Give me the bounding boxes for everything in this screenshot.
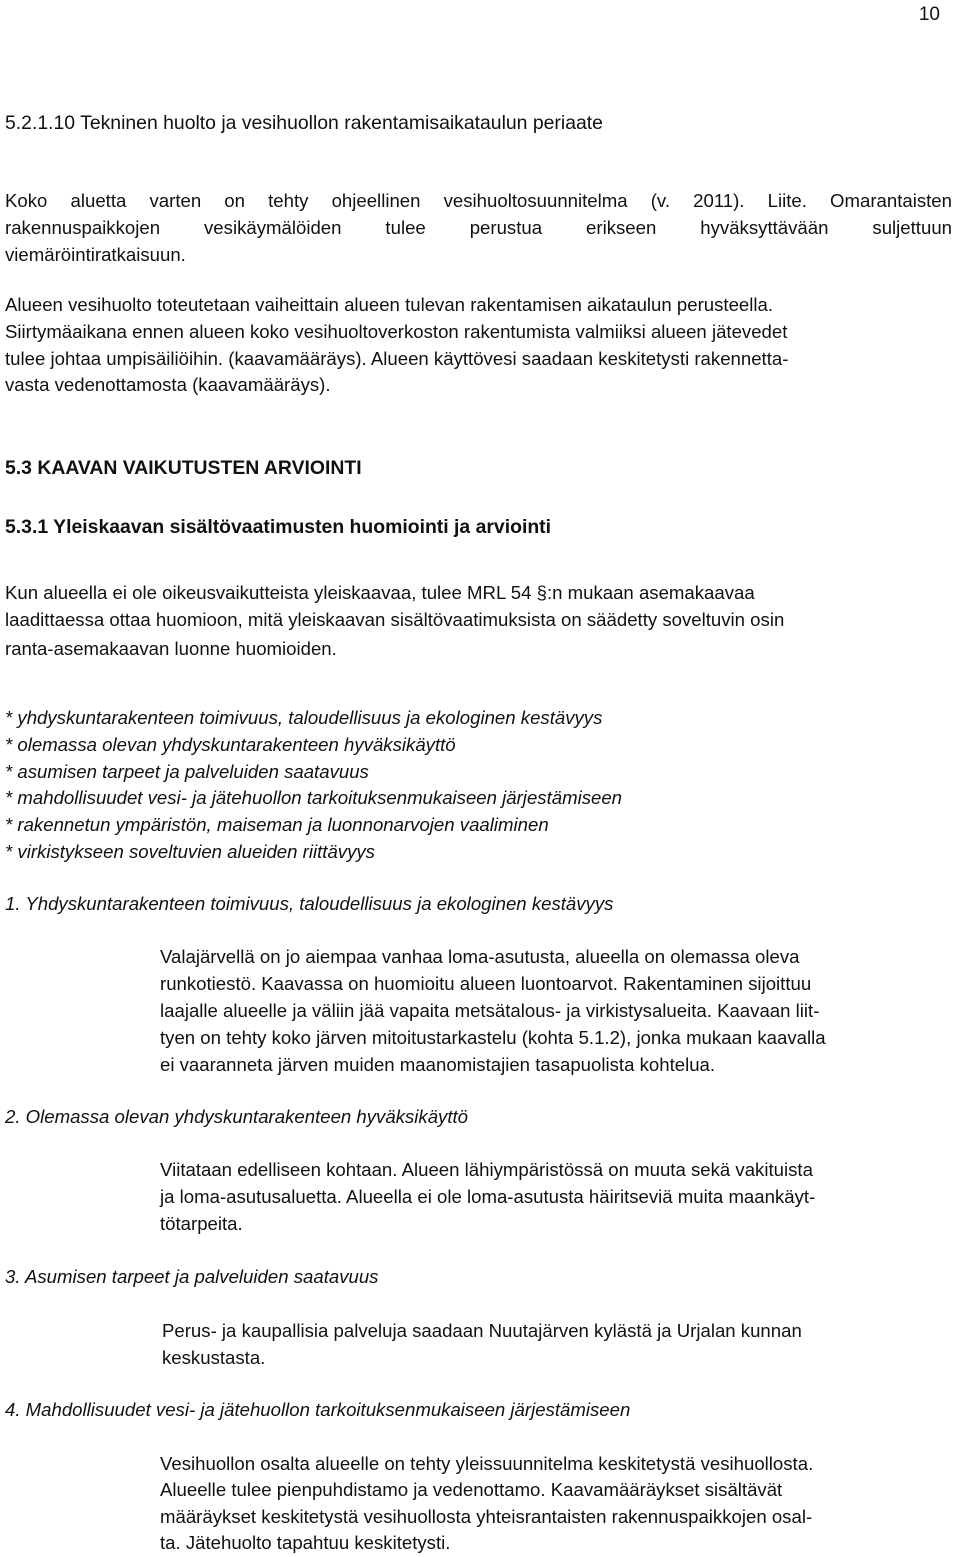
item-text-line: ta. Jätehuolto tapahtuu keskitetysti.	[160, 1532, 451, 1553]
requirement-item: * mahdollisuudet vesi- ja jätehuollon tarkoituksenmukaiseen järjestämiseen	[5, 787, 623, 808]
paragraph-line: Alueen vesihuolto toteutetaan vaiheittain alueen tulevan rakentamisen aikataulun perusteella.	[5, 294, 774, 315]
item-text-line: ja loma-asutusaluetta. Alueella ei ole loma-asutusta häiritseviä muita maankäyt-	[160, 1186, 816, 1207]
item-text-line: Perus- ja kaupallisia palveluja saadaan Nuutajärven kylästä ja Urjalan kunnan	[162, 1320, 802, 1341]
paragraph-line: ranta-asemakaavan luonne huomioiden.	[5, 638, 337, 659]
item-title-4: 4. Mahdollisuudet vesi- ja jätehuollon tarkoituksenmukaiseen järjestämiseen	[5, 1399, 631, 1420]
item-text-line: määräykset keskitetystä vesihuollosta yhteisrantaisten rakennuspaikkojen osal-	[160, 1506, 813, 1527]
page-number: 10	[918, 4, 940, 25]
item-text-line: tyen on tehty koko järven mitoitustarkastelu (kohta 5.1.2), jonka mukaan kaavalla	[160, 1027, 826, 1048]
paragraph-line: Siirtymäaikana ennen alueen koko vesihuoltoverkoston rakentumista valmiiksi alueen jätevedet	[5, 321, 788, 342]
requirement-item: * yhdyskuntarakenteen toimivuus, taloudellisuus ja ekologinen kestävyys	[5, 707, 603, 728]
item-text-line: runkotiestö. Kaavassa on huomioitu alueen luontoarvot. Rakentaminen sijoittuu	[160, 973, 812, 994]
item-text-line: Alueelle tulee pienpuhdistamo ja vedenottamo. Kaavamääräykset sisältävät	[160, 1479, 783, 1500]
section-heading-5-3: 5.3 KAAVAN VAIKUTUSTEN ARVIOINTI	[5, 457, 362, 479]
paragraph-line: Koko aluetta varten on tehty ohjeellinen vesihuoltosuunnitelma (v. 2011). Liite. Omarantaisten	[5, 190, 952, 211]
paragraph-line: Kun alueella ei ole oikeusvaikutteista yleiskaavaa, tulee MRL 54 §:n mukaan asemakaavaa	[5, 582, 755, 603]
requirement-item: * virkistykseen soveltuvien alueiden riittävyys	[5, 841, 375, 862]
item-title-1: 1. Yhdyskuntarakenteen toimivuus, taloudellisuus ja ekologinen kestävyys	[5, 893, 614, 914]
item-text-line: laajalle alueelle ja väliin jää vapaita metsätalous- ja virkistysalueita. Kaavaan liit-	[160, 1000, 820, 1021]
requirement-item: * rakennetun ympäristön, maiseman ja luonnonarvojen vaaliminen	[5, 814, 549, 835]
paragraph-line: vasta vedenottamosta (kaavamääräys).	[5, 374, 331, 395]
paragraph-line: laadittaessa ottaa huomioon, mitä yleiskaavan sisältövaatimuksista on säädetty soveltuvin osin	[5, 609, 785, 630]
paragraph-line: viemäröintiratkaisuun.	[5, 244, 186, 265]
section-heading-5-2-1-10: 5.2.1.10 Tekninen huolto ja vesihuollon rakentamisaikataulun periaate	[5, 112, 603, 134]
item-text-line: keskustasta.	[162, 1347, 266, 1368]
item-text-line: Valajärvellä on jo aiempaa vanhaa loma-asutusta, alueella on olemassa oleva	[160, 946, 800, 967]
item-text-line: ei vaaranneta järven muiden maanomistajien tasapuolista kohtelua.	[160, 1054, 716, 1075]
item-text-line: Vesihuollon osalta alueelle on tehty yleissuunnitelma keskitetystä vesihuollosta.	[160, 1453, 814, 1474]
paragraph-line: rakennuspaikkojen vesikäymälöiden tulee perustua erikseen hyväksyttävään suljettuun	[5, 217, 952, 238]
item-title-2: 2. Olemassa olevan yhdyskuntarakenteen hyväksikäyttö	[5, 1106, 469, 1127]
requirement-item: * olemassa olevan yhdyskuntarakenteen hyväksikäyttö	[5, 734, 456, 755]
item-text-line: tötarpeita.	[160, 1213, 243, 1234]
item-title-3: 3. Asumisen tarpeet ja palveluiden saatavuus	[5, 1266, 379, 1287]
paragraph-line: tulee johtaa umpisäiliöihin. (kaavamääräys). Alueen käyttövesi saadaan keskitetysti rakennetta-	[5, 348, 789, 369]
item-text-line: Viitataan edelliseen kohtaan. Alueen lähiympäristössä on muuta sekä vakituista	[160, 1159, 813, 1180]
requirement-item: * asumisen tarpeet ja palveluiden saatavuus	[5, 761, 369, 782]
section-heading-5-3-1: 5.3.1 Yleiskaavan sisältövaatimusten huomiointi ja arviointi	[5, 516, 552, 538]
